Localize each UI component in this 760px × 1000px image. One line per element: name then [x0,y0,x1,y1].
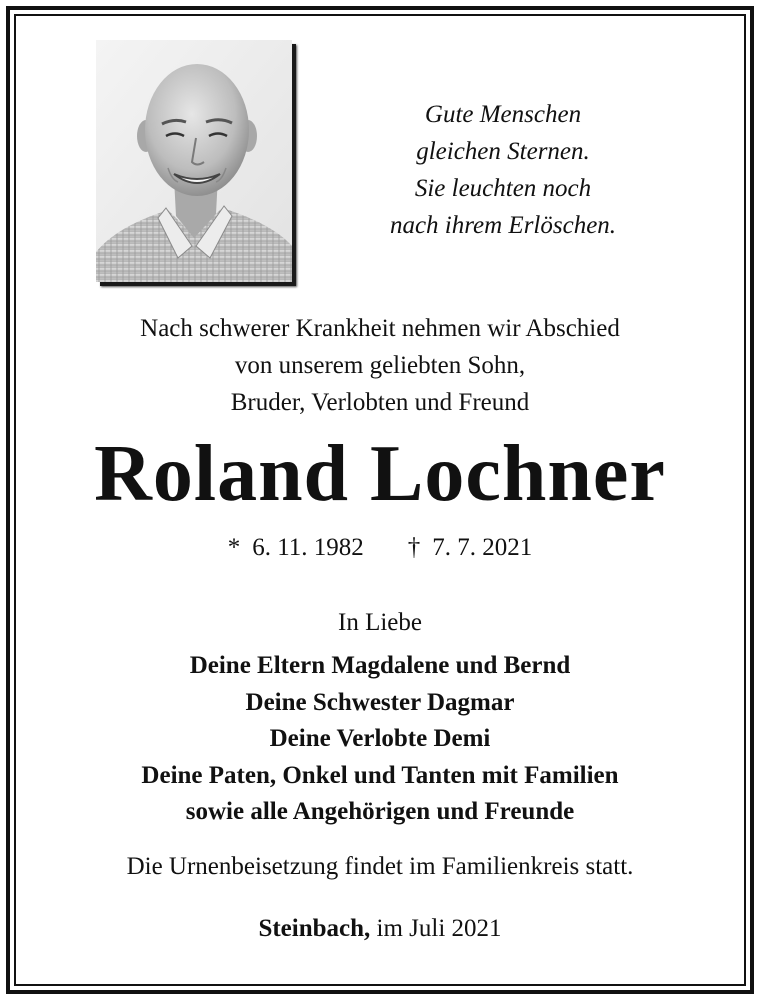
family-line: Deine Verlobte Demi [269,725,491,752]
family-line: Deine Paten, Onkel und Tanten mit Familien [141,761,619,789]
birth-symbol: * [227,534,241,561]
life-dates [40,530,720,566]
intro-line: Bruder, Verlobten und Freund [230,389,530,416]
intro-line: von unserem geliebten Sohn, [234,352,526,379]
quote-line: nach ihrem Erlöschen. [389,212,617,239]
family-list [40,648,720,831]
family-line: Deine Eltern Magdalene und Bernd [189,652,571,679]
birth-date: 6. 11. 1982 [252,534,364,561]
quote-line: Gute Menschen [424,101,582,128]
deceased-name: Roland Lochner [94,430,666,518]
quote-line: gleichen Sternen. [416,138,590,165]
death-date: 7. 7. 2021 [432,534,533,561]
intro-text [40,310,720,421]
portrait-photo [96,40,292,282]
place-date-text: im Juli 2021 [376,915,502,942]
place-town: Steinbach, [258,915,371,942]
family-line: Deine Schwester Dagmar [245,688,515,716]
memorial-quote [318,96,688,244]
family-line: sowie alle Angehörigen und Freunde [185,798,575,825]
intro-line: Nach schwerer Krankheit nehmen wir Abschied [140,315,620,342]
quote-line: Sie leuchten noch [414,175,592,202]
place-date [40,911,720,947]
death-symbol: † [407,534,421,561]
in-love-heading: In Liebe [338,609,422,636]
burial-note: Die Urnenbeisetzung findet im Familienkreis statt. [126,853,634,880]
portrait-photo-icon [96,40,292,282]
